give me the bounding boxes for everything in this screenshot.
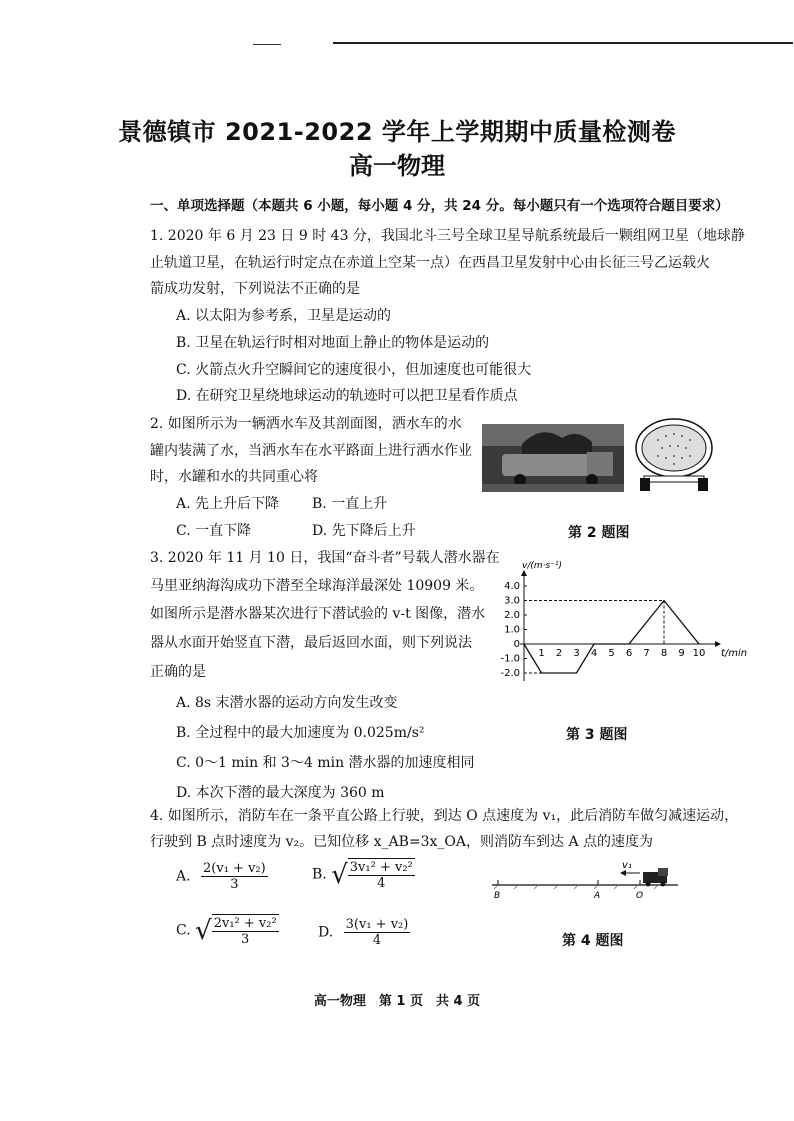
q4-option-d <box>318 917 410 948</box>
q2-stem-line2: 罐内装满了水，当洒水车在水平路面上进行洒水作业 <box>150 443 472 459</box>
y-axis-label: v/(m·s⁻¹) <box>522 561 563 571</box>
y-tick-label: 4.0 <box>504 581 520 592</box>
point-o-label: O <box>636 891 644 901</box>
q1-stem-line2: 止轨道卫星，在轨运行时定点在赤道上空某一点）在西昌卫星发射中心由长征三号乙运载火 <box>150 255 710 271</box>
point-b-label: B <box>494 891 501 901</box>
q4-option-d-numerator: 3(v₁ + v₂) <box>345 917 409 932</box>
q3-option-b: B. 全过程中的最大加速度为 0.025m/s² <box>176 725 425 741</box>
q2-option-a: A. 先上升后下降 <box>176 496 280 512</box>
vt-graph <box>488 561 748 692</box>
point-a-label: A <box>594 891 601 901</box>
x-tick-label: 6 <box>625 648 633 659</box>
q4-option-d-label: D. <box>318 924 334 941</box>
q3-stem-line4: 器从水面开始竖直下潜，最后返回水面，则下列说法 <box>150 635 472 651</box>
q4-option-a <box>176 861 268 892</box>
q4-figure-caption: 第 4 题图 <box>562 933 624 949</box>
q3-stem-line3: 如图所示是潜水器某次进行下潜试验的 v-t 图像，潜水 <box>150 606 486 622</box>
q4-option-a-label: A. <box>176 868 191 885</box>
x-tick-label: 4 <box>590 648 598 659</box>
sprinkler-truck-photo <box>482 424 624 492</box>
q2-stem-line1: 2. 如图所示为一辆洒水车及其剖面图，洒水车的水 <box>150 416 462 432</box>
q2-stem-line3: 时，水罐和水的共同重心将 <box>150 469 318 485</box>
q4-option-c-numerator: 2v₁² + v₂² <box>213 916 277 931</box>
q4-stem-line2: 行驶到 B 点时速度为 v₂。已知位移 x_AB=3x_OA，则消防车到达 A 点的速度为 <box>150 834 654 850</box>
q4-option-a-numerator: 2(v₁ + v₂) <box>203 861 266 876</box>
x-tick-label: 7 <box>643 648 650 659</box>
x-axis-arrow <box>715 641 721 647</box>
q4-option-b-numerator: 3v₁² + v₂² <box>349 860 413 875</box>
page-subtitle: 高一物理 <box>349 152 445 180</box>
sqrt-sign: √ <box>195 915 212 946</box>
page-title: 景德镇市 2021-2022 学年上学期期中质量检测卷 <box>118 118 676 146</box>
q1-stem-line3: 箭成功发射，下列说法不正确的是 <box>150 281 360 297</box>
q4-option-b <box>312 858 415 891</box>
q2-option-b: B. 一直上升 <box>312 496 388 512</box>
q1-option-b: B. 卫星在轨运行时相对地面上静止的物体是运动的 <box>176 335 490 351</box>
tank-cross-section-diagram <box>632 416 716 492</box>
x-tick-label: 1 <box>538 648 545 659</box>
q1-option-d: D. 在研究卫星绕地球运动的轨迹时可以把卫星看作质点 <box>176 388 518 404</box>
velocity-series-line <box>524 601 699 674</box>
header-rule-short <box>253 44 281 45</box>
section-heading: 一、单项选择题（本题共 6 小题，每小题 4 分，共 24 分。每小题只有一个选项符合题目要求） <box>150 198 729 214</box>
q3-stem-line5: 正确的是 <box>150 664 206 680</box>
q2-figure-caption: 第 2 题图 <box>568 525 630 541</box>
q1-option-c: C. 火箭点火升空瞬间它的速度很小，但加速度也可能很大 <box>176 362 532 378</box>
header-rule-long <box>333 42 793 44</box>
y-tick-label: -1.0 <box>500 653 520 665</box>
q4-option-b-label: B. <box>312 866 327 883</box>
q2-option-d: D. 先下降后上升 <box>312 523 416 539</box>
q4-option-c-denominator: 3 <box>241 932 250 947</box>
q3-option-a: A. 8s 末潜水器的运动方向发生改变 <box>176 695 398 711</box>
q4-option-c-label: C. <box>176 922 191 939</box>
q3-option-c: C. 0～1 min 和 3～4 min 潜水器的加速度相同 <box>176 755 475 771</box>
q1-option-a: A. 以太阳为参考系，卫星是运动的 <box>176 308 392 324</box>
x-tick-label: 10 <box>692 648 706 659</box>
q3-stem-line1: 3. 2020 年 11 月 10 日，我国“奋斗者”号载人潜水器在 <box>150 550 500 566</box>
q4-option-c <box>176 914 279 947</box>
q3-option-d: D. 本次下潜的最大深度为 360 m <box>176 785 385 801</box>
q3-stem-line2: 马里亚纳海沟成功下潜至全球海洋最深处 10909 米。 <box>150 578 484 594</box>
fire-truck-road-diagram <box>488 858 688 904</box>
q4-option-a-denominator: 3 <box>230 877 239 892</box>
y-tick-label: 1.0 <box>504 624 520 636</box>
velocity-label: v₁ <box>622 860 632 871</box>
x-tick-label: 8 <box>660 648 668 659</box>
y-tick-label: 0 <box>513 639 520 650</box>
q1-stem-line1: 1. 2020 年 6 月 23 日 9 时 43 分，我国北斗三号全球卫星导航系统最后一颗组网卫星（地球静 <box>150 228 745 244</box>
y-tick-label: 3.0 <box>504 595 520 607</box>
y-tick-label: 2.0 <box>504 610 520 621</box>
x-tick-label: 3 <box>573 648 580 659</box>
q4-option-b-denominator: 4 <box>377 876 386 891</box>
q3-figure-caption: 第 3 题图 <box>566 727 628 743</box>
q2-option-c: C. 一直下降 <box>176 523 252 539</box>
page-footer: 高一物理 第 1 页 共 4 页 <box>313 994 481 1009</box>
y-tick-label: -2.0 <box>500 668 520 679</box>
q4-stem-line1: 4. 如图所示，消防车在一条平直公路上行驶，到达 O 点速度为 v₁，此后消防车做匀减速运动， <box>150 808 739 824</box>
sqrt-sign: √ <box>331 859 348 890</box>
x-tick-label: 9 <box>678 648 685 659</box>
x-tick-label: 5 <box>608 648 615 659</box>
x-tick-label: 2 <box>555 648 563 659</box>
q4-option-d-denominator: 4 <box>372 933 382 948</box>
x-axis-label: t/min <box>721 648 748 659</box>
